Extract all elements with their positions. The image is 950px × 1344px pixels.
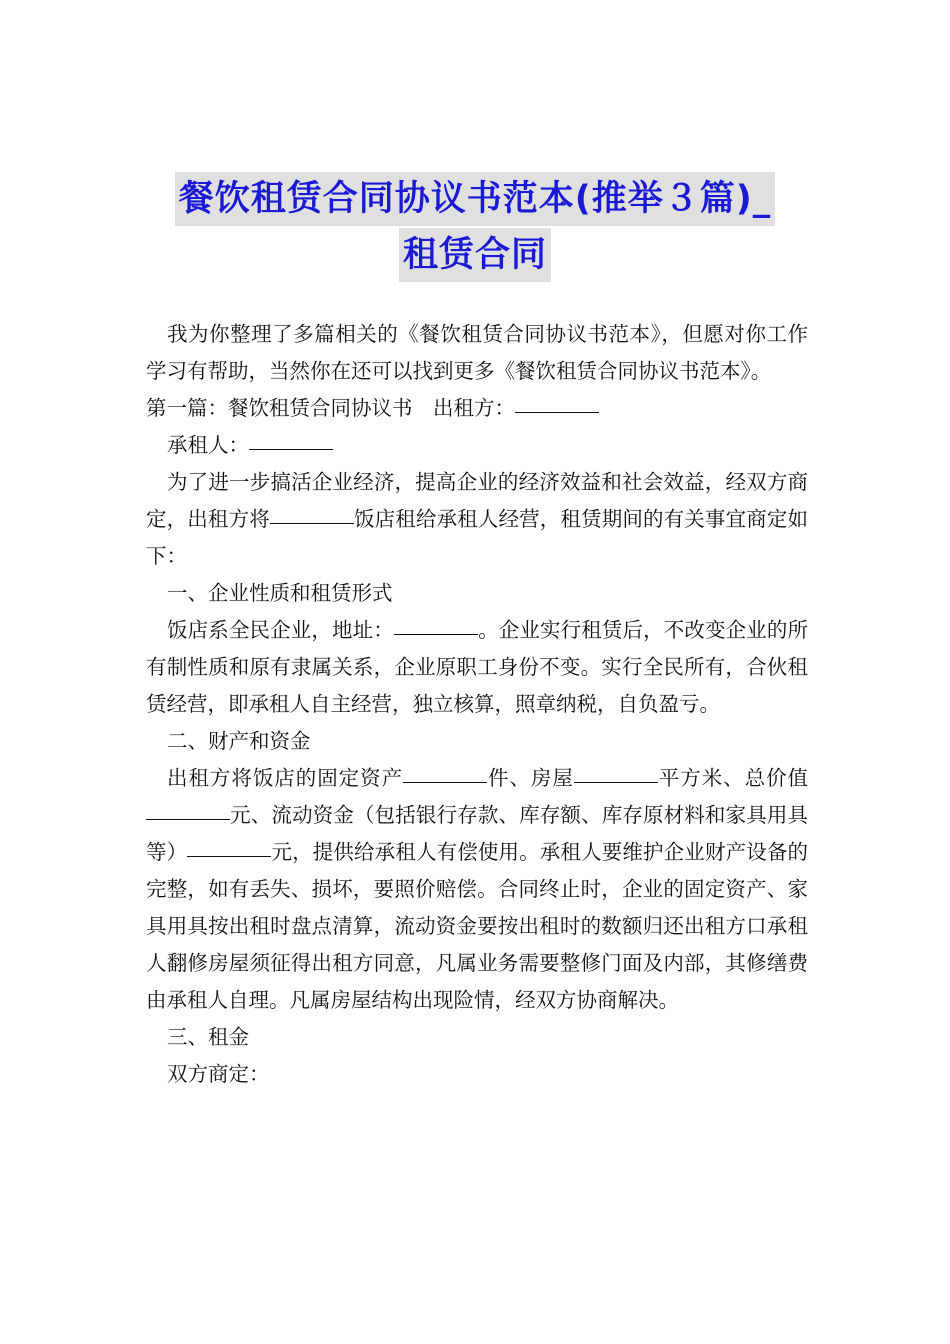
- purpose-paragraph: 为了进一步搞活企业经济，提高企业的经济效益和社会效益，经双方商定，出租方将 饭店租给承租人经营，租赁期间的有关事宜商定如下：: [146, 470, 809, 568]
- blank-lessee: [249, 448, 333, 450]
- blank-fixed-assets: [403, 781, 487, 783]
- section3-paragraph: 双方商定：: [167, 1062, 270, 1086]
- document-body: [146, 316, 808, 1093]
- intro-paragraph: 我为你整理了多篇相关的《餐饮租赁合同协议书范本》，但愿对你工作学习有帮助，当然你在还可以找到更多《餐饮租赁合同协议书范本》。: [146, 322, 808, 383]
- blank-restaurant: [270, 522, 354, 524]
- blank-working-capital: [187, 855, 271, 857]
- section2-paragraph: 出租方将饭店的固定资产 件、房屋 平方米、总价值元、流动资金（包括银行存款、库存额、库存原材料和家具用具等） 元，提供给承租人有偿使用。承租人要维护企业财产设备的完整，如有丢失、损坏，要照价赔偿。合同终止时，企业的固定资产、家具用具按出租时盘点清算，流动资金要按出租时的数额归还出租方口承租人翻修房屋须征得出租方同意，凡属业务需要整修门面及内部，其修缮费由承租人自理。凡属房屋结构出现险情，经双方协商解决。: [146, 766, 809, 1012]
- part1-heading: 第一篇：餐饮租赁合同协议书 出租方：: [146, 390, 808, 427]
- section1-paragraph: 饭店系全民企业，地址： 。企业实行租赁后，不改变企业的所有制性质和原有隶属关系，企业原职工身份不变。实行全民所有，合伙租赁经营，即承租人自主经营，独立核算，照章纳税，自负盈亏。: [146, 618, 809, 716]
- blank-housing: [574, 781, 658, 783]
- lessee-line: 承租人：: [146, 427, 808, 464]
- blank-lessor: [515, 411, 599, 413]
- section2-heading: 二、财产和资金: [167, 729, 311, 753]
- title-line-1: 餐饮租赁合同协议书范本(推举３篇)_: [175, 172, 776, 226]
- blank-address: [394, 633, 478, 635]
- section1-heading: 一、企业性质和租赁形式: [167, 581, 393, 605]
- title-line-2: 租赁合同: [399, 228, 551, 282]
- section3-heading: 三、租金: [167, 1025, 249, 1049]
- document-title: [0, 172, 950, 282]
- blank-total-value: [146, 818, 230, 820]
